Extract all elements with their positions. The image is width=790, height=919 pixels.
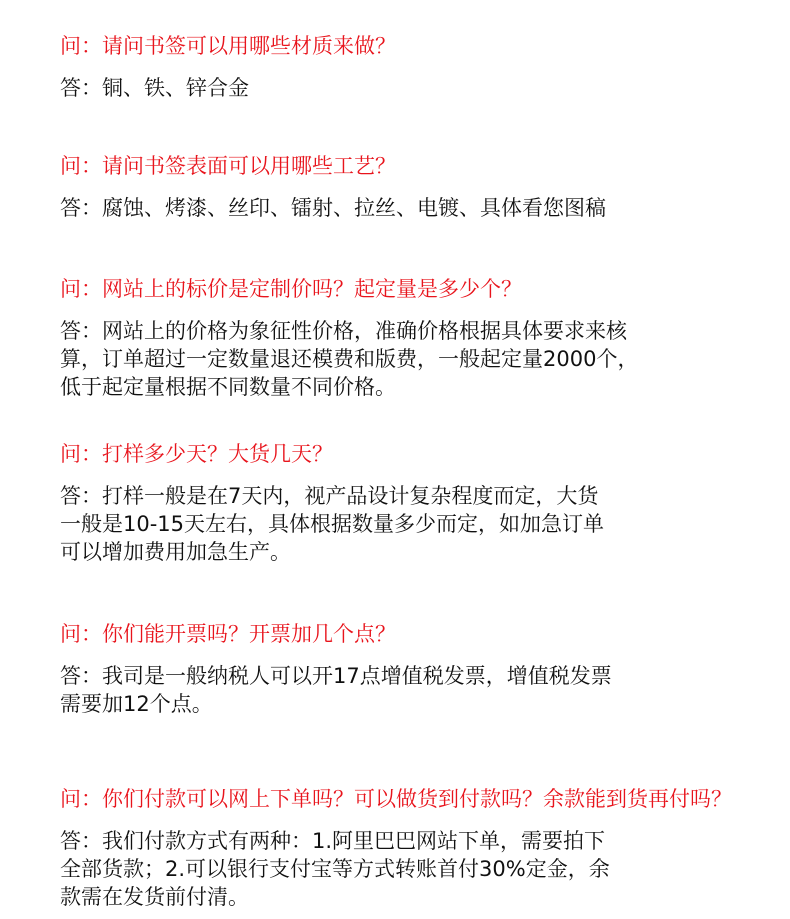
faq-answer-line: 可以增加费用加急生产。: [60, 540, 291, 564]
faq-answer-line: 答：铜、铁、锌合金: [60, 76, 249, 100]
faq-answer-line: 全部货款；2.可以银行支付宝等方式转账首付30%定金，余: [60, 857, 610, 881]
faq-answer: [60, 74, 780, 102]
faq-answer-line: 低于起定量根据不同数量不同价格。: [60, 375, 396, 399]
faq-answer: [60, 194, 780, 222]
faq-question: 问：打样多少天？大货几天？: [60, 442, 333, 466]
faq-answer-line: 答：网站上的价格为象征性价格，准确价格根据具体要求来核: [60, 319, 627, 343]
faq-answer-line: 答：腐蚀、烤漆、丝印、镭射、拉丝、电镀、具体看您图稿: [60, 196, 606, 220]
faq-question: 问：你们付款可以网上下单吗？可以做货到付款吗？余款能到货再付吗？: [60, 787, 732, 811]
faq-item-materials: [60, 32, 780, 102]
faq-answer-line: 答：我司是一般纳税人可以开17点增值税发票，增值税发票: [60, 664, 612, 688]
faq-question: 问：请问书签可以用哪些材质来做？: [60, 34, 396, 58]
faq-answer-line: 答：我们付款方式有两种：1.阿里巴巴网站下单，需要拍下: [60, 829, 606, 853]
faq-answer-line: 一般是10-15天左右，具体根据数量多少而定，如加急订单: [60, 512, 605, 536]
faq-answer: [60, 662, 780, 718]
faq-answer-line: 款需在发货前付清。: [60, 885, 249, 909]
faq-item-surface-process: [60, 152, 780, 222]
faq-question: 问：你们能开票吗？开票加几个点？: [60, 622, 396, 646]
faq-question: 问：请问书签表面可以用哪些工艺？: [60, 154, 396, 178]
faq-item-lead-time: [60, 440, 780, 566]
faq-answer-line: 需要加12个点。: [60, 692, 213, 716]
faq-answer: [60, 317, 780, 401]
faq-item-payment: [60, 785, 780, 911]
faq-answer: [60, 827, 780, 911]
faq-item-pricing: [60, 275, 780, 401]
faq-answer: [60, 482, 780, 566]
faq-item-invoice: [60, 620, 780, 718]
faq-answer-line: 算，订单超过一定数量退还模费和版费，一般起定量2000个，: [60, 347, 639, 371]
faq-answer-line: 答：打样一般是在7天内，视产品设计复杂程度而定，大货: [60, 484, 599, 508]
faq-question: 问：网站上的标价是定制价吗？起定量是多少个？: [60, 277, 522, 301]
